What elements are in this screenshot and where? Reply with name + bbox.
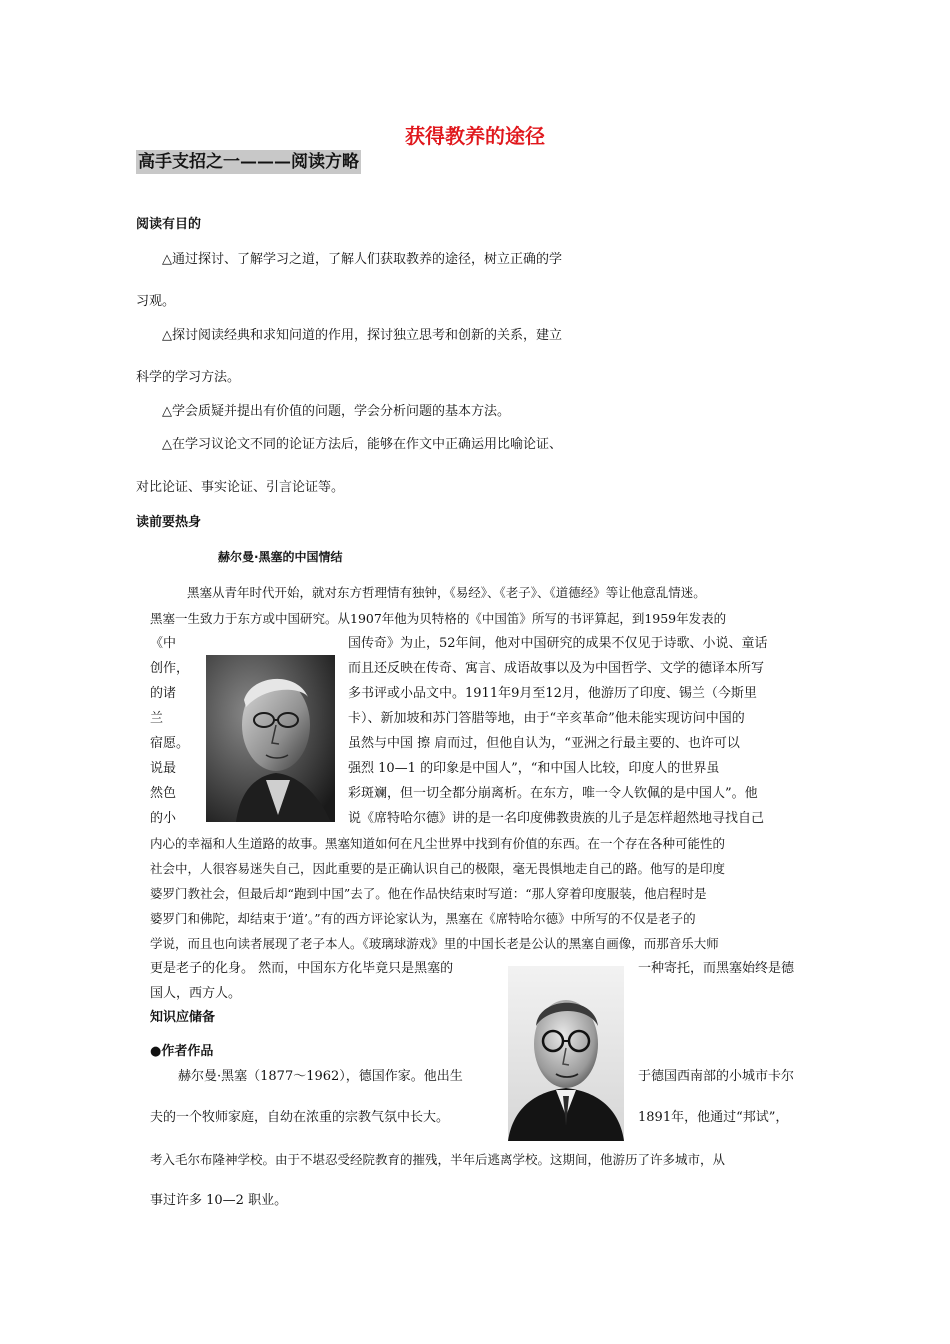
article-left-fragment: 《中 — [150, 636, 177, 651]
article-right-line: 彩斑斓，但一切全都分崩离析。在东方，唯一令人钦佩的是中国人”。他 — [348, 786, 758, 801]
goals-line: 对比论证、事实论证、引言论证等。 — [136, 480, 345, 495]
article-right-line: 国传奇》为止，52年间，他对中国研究的成果不仅见于诗歌、小说、童话 — [348, 636, 768, 651]
article-line: 一种寄托，而黑塞始终是德 — [638, 961, 795, 976]
author-line: 事过许多 10—2 职业。 — [150, 1193, 288, 1208]
article-line: 国人，西方人。 — [150, 986, 242, 1001]
article-right-line: 说《席特哈尔德》讲的是一名印度佛教贵族的儿子是怎样超然地寻找自己 — [348, 811, 765, 826]
article-left-fragment: 说最 — [150, 761, 177, 776]
author-line: 夫的一个牧师家庭，自幼在浓重的宗教气氛中长大。 — [150, 1110, 450, 1125]
article-left-fragment: 创作， — [150, 661, 190, 676]
warmup-heading: 读前要热身 — [136, 515, 202, 530]
section-subtitle: 高手支招之一———阅读方略 — [138, 152, 359, 172]
goals-line: △学会质疑并提出有价值的问题，学会分析问题的基本方法。 — [162, 404, 510, 419]
article-line: 更是老子的化身。 然而，中国东方化毕竟只是黑塞的 — [150, 961, 454, 976]
article-left-fragment: 的小 — [150, 811, 177, 826]
article-left-fragment: 宿愿。 — [150, 736, 190, 751]
article-right-line: 而且还反映在传奇、寓言、成语故事以及为中国哲学、文学的德译本所写 — [348, 661, 765, 676]
article-title: 赫尔曼·黑塞的中国情结 — [218, 550, 343, 564]
article-line: 社会中，人很容易迷失自己，因此重要的是正确认识自己的极限，毫无畏惧地走自己的路。他写的是印度 — [150, 861, 726, 876]
author-line: 考入毛尔布隆神学校。由于不堪忍受经院教育的摧残，半年后逃离学校。这期间，他游历了许多城市，从 — [150, 1152, 726, 1167]
hesse-portrait-photo — [508, 966, 624, 1141]
article-right-line: 多书评或小品文中。1911年9月至12月，他游历了印度、锡兰（今斯里 — [348, 686, 757, 701]
author-line: 1891年，他通过“邦试”， — [638, 1110, 789, 1125]
hesse-portrait-photo — [206, 655, 335, 822]
article-right-line: 虽然与中国 擦 肩而过，但他自认为，“亚洲之行最主要的、也许可以 — [348, 736, 740, 751]
goals-line: 习观。 — [136, 294, 176, 309]
article-line: 学说，而且也向读者展现了老子本人。《玻璃球游戏》里的中国长老是公认的黑塞自画像，而那音乐大师 — [150, 936, 719, 951]
article-line: 黑塞一生致力于东方或中国研究。从1907年他为贝特格的《中国笛》所写的书评算起，到1959年发表的 — [150, 611, 727, 626]
article-line: 婆罗门教社会，但最后却“跑到中国”去了。他在作品快结束时写道：“那人穿着印度服装，他启程时是 — [150, 886, 707, 901]
author-line: 于德国西南部的小城市卡尔 — [638, 1069, 795, 1084]
article-line: 婆罗门和佛陀，却结束于‘道’。”有的西方评论家认为，黑塞在《席特哈尔德》中所写的不仅是老子的 — [150, 911, 696, 926]
article-right-line: 卡）、新加坡和苏门答腊等地，由于“辛亥革命”他未能实现访问中国的 — [348, 711, 745, 726]
goals-line: △在学习议论文不同的论证方法后，能够在作文中正确运用比喻论证、 — [162, 437, 562, 452]
article-left-fragment: 然色 — [150, 786, 177, 801]
goals-line: 科学的学习方法。 — [136, 370, 241, 385]
goals-line: △探讨阅读经典和求知问道的作用，探讨独立思考和创新的关系，建立 — [162, 328, 562, 343]
article-left-fragment: 兰 — [150, 711, 164, 726]
author-works-heading: ●作者作品 — [150, 1044, 214, 1059]
article-right-line: 强烈 10—1 的印象是中国人”，“和中国人比较，印度人的世界虽 — [348, 761, 720, 776]
article-line: 内心的幸福和人生道路的故事。黑塞知道如何在凡尘世界中找到有价值的东西。在一个存在各种可能性的 — [150, 836, 726, 851]
goals-heading: 阅读有目的 — [136, 217, 202, 232]
page-title: 获得教养的途径 — [405, 124, 545, 148]
article-line: 黑塞从青年时代开始，就对东方哲理情有独钟，《易经》、《老子》、《道德经》等让他意乱情迷。 — [187, 585, 706, 600]
author-line: 赫尔曼·黑塞（1877～1962），德国作家。他出生 — [178, 1069, 463, 1084]
article-left-fragment: 的诸 — [150, 686, 177, 701]
knowledge-heading: 知识应储备 — [150, 1010, 216, 1025]
goals-line: △通过探讨、了解学习之道，了解人们获取教养的途径，树立正确的学 — [162, 252, 562, 267]
